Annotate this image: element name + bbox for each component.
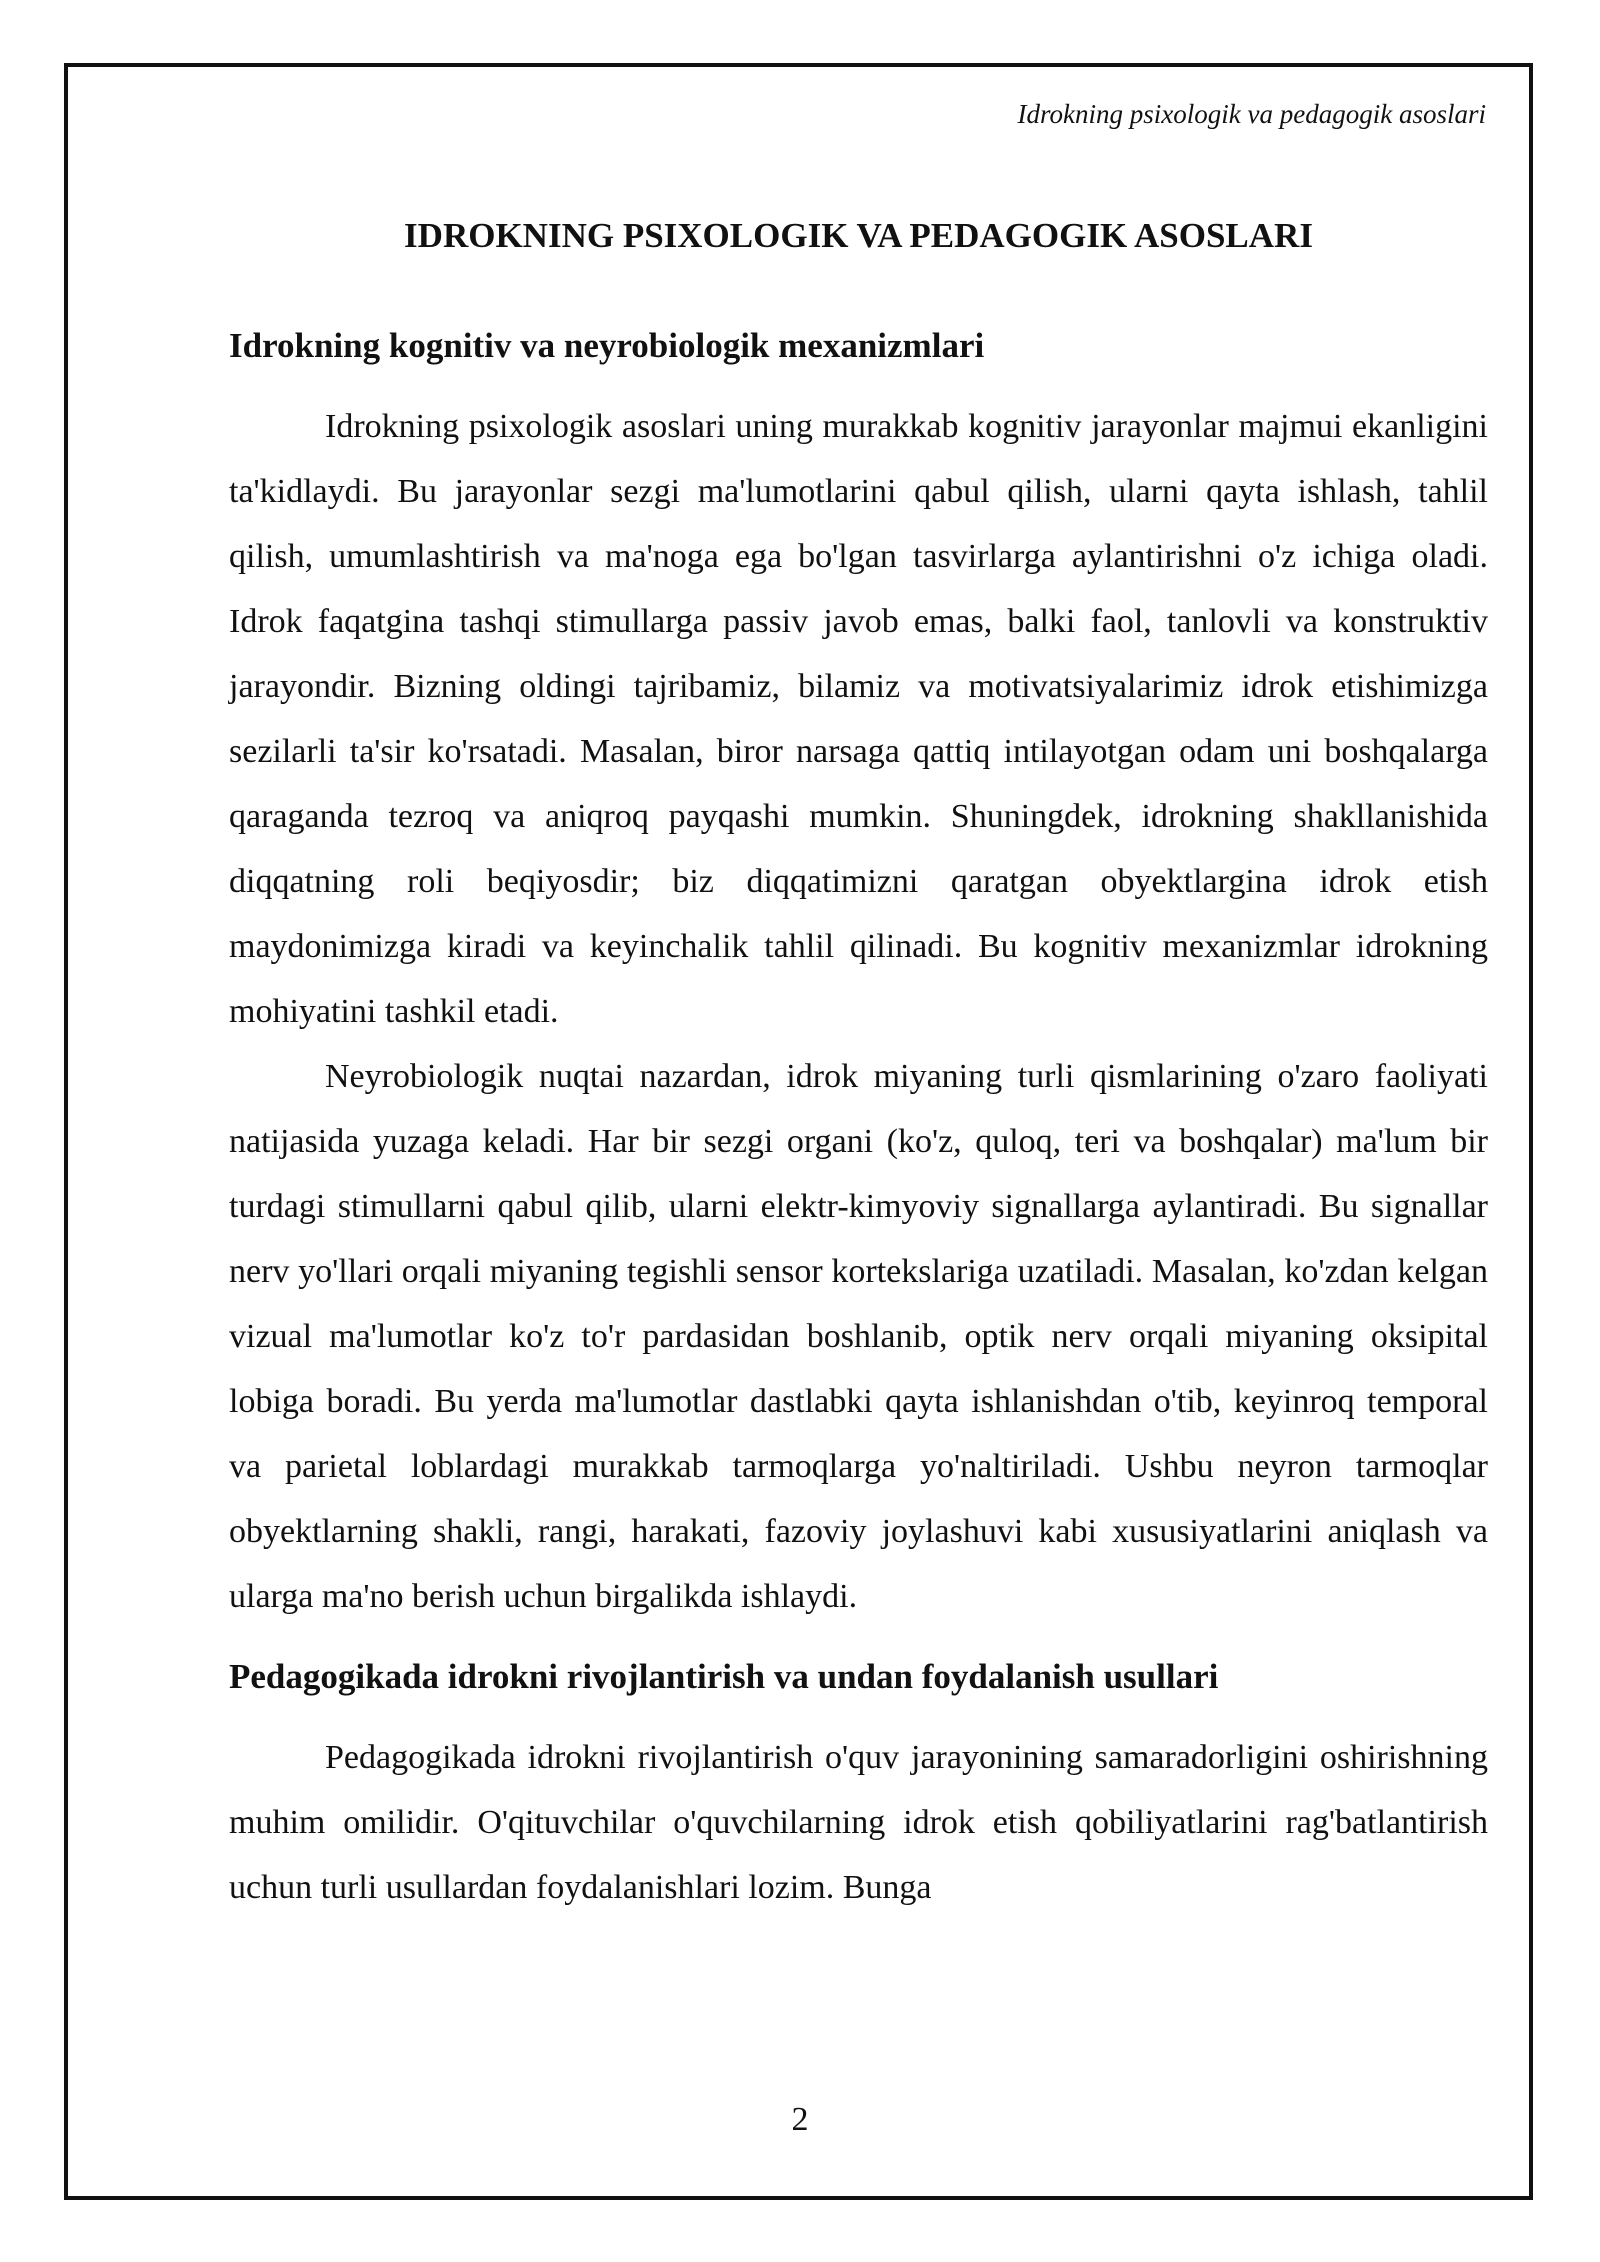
paragraph-cognitive-mechanisms: Idrokning psixologik asoslari uning murakkab kognitiv jarayonlar majmui ekanligini ta'kidlaydi. Bu jarayonlar sezgi ma'lumotlarini qabul qilish, ularni qayta ishlash, tahlil qilish, umumlashtirish va ma'noga ega bo'lgan tasvirlarga aylantirishni o'z ichiga oladi. Idrok faqatgina tashqi stimullarga passiv javob emas, balki faol, tanlovli va konstruktiv jarayondir. Bizning oldingi tajribamiz, bilamiz va motivatsiyalarimiz idrok etishimizga sezilarli ta'sir ko'rsatadi. Masalan, biror narsaga qattiq intilayotgan odam uni boshqalarga qaraganda tezroq va aniqroq payqashi mumkin. Shuningdek, idrokning shakllanishida diqqatning roli beqiyosdir; biz diqqatimizni qaratgan obyektlargina idrok etish maydonimizga kiradi va keyinchalik tahlil qilinadi. Bu kognitiv mexanizmlar idrokning mohiyatini tashkil etadi.	[229, 408, 1488, 1030]
paragraph-pedagogy: Pedagogikada idrokni rivojlantirish o'quv jarayonining samaradorligini oshirishning muhim omilidir. O'qituvchilar o'quvchilarning idrok etish qobiliyatlarini rag'batlantirish uchun turli usullardan foydalanishlari lozim. Bunga	[229, 1739, 1488, 1906]
page-number: 2	[791, 2101, 809, 2138]
running-header: Idrokning psixologik va pedagogik asoslari	[1017, 99, 1486, 129]
section-heading-cognitive: Idrokning kognitiv va neyrobiologik mexanizmlari	[229, 326, 985, 365]
section-heading-pedagogy: Pedagogikada idrokni rivojlantirish va undan foydalanish usullari	[229, 1657, 1219, 1696]
document-title: IDROKNING PSIXOLOGIK VA PEDAGOGIK ASOSLARI	[404, 216, 1313, 255]
paragraph-neurobiological: Neyrobiologik nuqtai nazardan, idrok miyaning turli qismlarining o'zaro faoliyati natijasida yuzaga keladi. Har bir sezgi organi (ko'z, quloq, teri va boshqalar) ma'lum bir turdagi stimullarni qabul qilib, ularni elektr-kimyoviy signallarga aylantiradi. Bu signallar nerv yo'llari orqali miyaning tegishli sensor kortekslariga uzatiladi. Masalan, ko'zdan kelgan vizual ma'lumotlar ko'z to'r pardasidan boshlanib, optik nerv orqali miyaning oksipital lobiga boradi. Bu yerda ma'lumotlar dastlabki qayta ishlanishdan o'tib, keyinroq temporal va parietal loblardagi murakkab tarmoqlarga yo'naltiriladi. Ushbu neyron tarmoqlar obyektlarning shakli, rangi, harakati, fazoviy joylashuvi kabi xususiyatlarini aniqlash va ularga ma'no berish uchun birgalikda ishlaydi.	[229, 1058, 1488, 1615]
document-body	[229, 214, 1488, 1920]
